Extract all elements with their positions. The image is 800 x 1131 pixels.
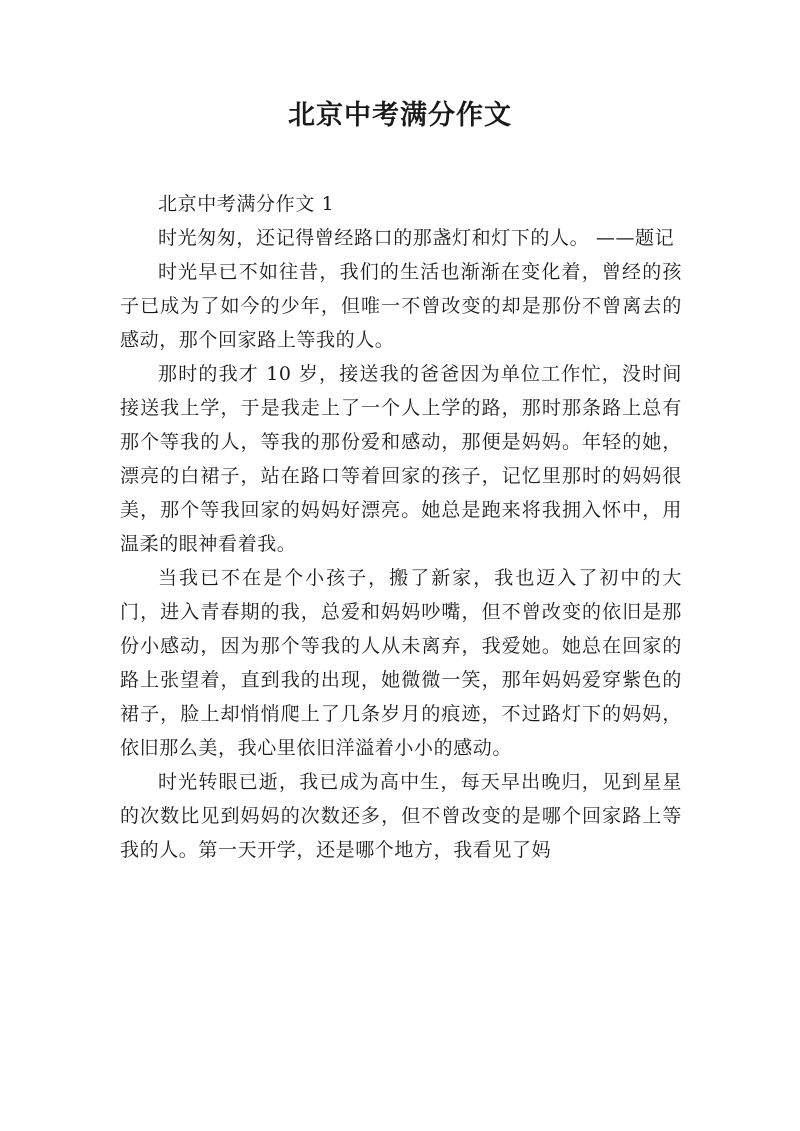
document-body (120, 187, 682, 867)
essay-subtitle: 北京中考满分作文 1 (158, 193, 335, 215)
paragraph-3: 当我已不在是个小孩子，搬了新家，我也迈入了初中的大门，进入青春期的我，总爱和妈妈吵嘴，但不曾改变的依旧是那份小感动，因为那个等我的人从未离弃，我爱她。她总在回家的路上张望着，直到我的出现，她微微一笑，那年妈妈爱穿紫色的裙子，脸上却悄悄爬上了几条岁月的痕迹，不过路灯下的妈妈，依旧那么美，我心里依旧洋溢着小小的感动。 (120, 567, 682, 759)
document-title: 北京中考满分作文 (288, 100, 512, 131)
paragraph-epigraph: 时光匆匆，还记得曾经路口的那盏灯和灯下的人。 ——题记 (158, 227, 675, 249)
paragraph-2: 那时的我才 10 岁，接送我的爸爸因为单位工作忙，没时间接送我上学，于是我走上了一个人上学的路，那时那条路上总有那个等我的人，等我的那份爱和感动，那便是妈妈。年轻的她，漂亮的白裙子，站在路口等着回家的孩子，记忆里那时的妈妈很美，那个等我回家的妈妈好漂亮。她总是跑来将我拥入怀中，用温柔的眼神看着我。 (120, 363, 682, 555)
paragraph-4: 时光转眼已逝，我已成为高中生，每天早出晚归，见到星星的次数比见到妈妈的次数还多，但不曾改变的是哪个回家路上等我的人。第一天开学，还是哪个地方，我看见了妈 (120, 771, 682, 861)
paragraph-1: 时光早已不如往昔，我们的生活也渐渐在变化着，曾经的孩子已成为了如今的少年，但唯一不曾改变的却是那份不曾离去的感动，那个回家路上等我的人。 (120, 261, 682, 351)
